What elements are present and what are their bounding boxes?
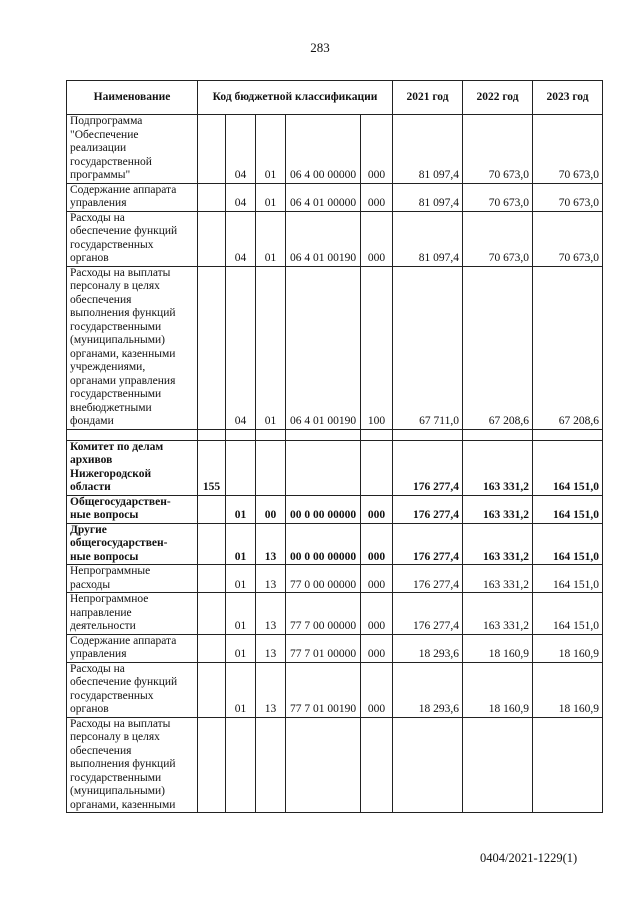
- cell-name: Расходы на обеспечение функций государственных органов: [67, 662, 198, 717]
- cell-expense-type: [361, 717, 393, 813]
- cell-2022: 70 673,0: [463, 115, 533, 184]
- table-row: [67, 523, 603, 565]
- cell-name: Расходы на выплаты персоналу в целях обеспечения выполнения функций государственными (муниципальными) органами, казенными: [67, 717, 198, 813]
- cell-target-article: 06 4 01 00190: [286, 266, 361, 429]
- cell-target-article: [286, 440, 361, 495]
- cell-grbs: [198, 634, 226, 662]
- cell-section: 04: [226, 211, 256, 266]
- cell-target-article: 00 0 00 00000: [286, 523, 361, 565]
- cell-name: Непрограммные расходы: [67, 565, 198, 593]
- cell-subsection: 13: [256, 593, 286, 635]
- cell-grbs: [198, 662, 226, 717]
- cell-section: 01: [226, 634, 256, 662]
- cell-grbs: [198, 717, 226, 813]
- cell-section: 04: [226, 266, 256, 429]
- table-row: [67, 634, 603, 662]
- cell-expense-type: 000: [361, 523, 393, 565]
- cell-name: Расходы на выплаты персоналу в целях обеспечения выполнения функций государственными (муниципальными) органами, казенными учреждениями, органами управления государственными внебюджетными фондами: [67, 266, 198, 429]
- cell-expense-type: [361, 429, 393, 440]
- cell-grbs: [198, 593, 226, 635]
- table-row: [67, 211, 603, 266]
- cell-grbs: [198, 266, 226, 429]
- cell-name: Содержание аппарата управления: [67, 634, 198, 662]
- cell-subsection: [256, 429, 286, 440]
- cell-2023: 164 151,0: [533, 495, 603, 523]
- cell-expense-type: 000: [361, 593, 393, 635]
- cell-target-article: [286, 717, 361, 813]
- page-number: 283: [310, 40, 330, 55]
- cell-2022: 163 331,2: [463, 495, 533, 523]
- cell-2023: 164 151,0: [533, 440, 603, 495]
- cell-name: [67, 429, 198, 440]
- table-row: [67, 662, 603, 717]
- cell-2022: 163 331,2: [463, 523, 533, 565]
- cell-target-article: 77 0 00 00000: [286, 565, 361, 593]
- cell-2021: 176 277,4: [393, 440, 463, 495]
- table-body: [67, 115, 603, 813]
- table-row: [67, 565, 603, 593]
- table-row: [67, 266, 603, 429]
- cell-expense-type: [361, 440, 393, 495]
- cell-grbs: [198, 523, 226, 565]
- cell-grbs: [198, 429, 226, 440]
- cell-2023: [533, 429, 603, 440]
- cell-2021: 67 711,0: [393, 266, 463, 429]
- header-name: Наименование: [67, 81, 198, 115]
- cell-subsection: 01: [256, 183, 286, 211]
- cell-name: Расходы на обеспечение функций государственных органов: [67, 211, 198, 266]
- cell-section: [226, 440, 256, 495]
- cell-target-article: 06 4 01 00190: [286, 211, 361, 266]
- cell-grbs: 155: [198, 440, 226, 495]
- cell-2023: 164 151,0: [533, 593, 603, 635]
- table-row: [67, 183, 603, 211]
- cell-2023: 18 160,9: [533, 634, 603, 662]
- cell-name: Комитет по делам архивов Нижегородской области: [67, 440, 198, 495]
- cell-name: Другие общегосударствен- ные вопросы: [67, 523, 198, 565]
- cell-2023: 70 673,0: [533, 183, 603, 211]
- cell-2022: 70 673,0: [463, 211, 533, 266]
- cell-2021: 81 097,4: [393, 183, 463, 211]
- cell-expense-type: 000: [361, 662, 393, 717]
- cell-name: Общегосударствен- ные вопросы: [67, 495, 198, 523]
- cell-2021: 81 097,4: [393, 115, 463, 184]
- cell-subsection: 13: [256, 523, 286, 565]
- table-header-row: [67, 81, 603, 115]
- cell-subsection: 13: [256, 565, 286, 593]
- cell-2023: [533, 717, 603, 813]
- table-row: [67, 593, 603, 635]
- cell-section: [226, 429, 256, 440]
- cell-expense-type: 000: [361, 495, 393, 523]
- cell-section: 01: [226, 662, 256, 717]
- cell-2022: 163 331,2: [463, 593, 533, 635]
- cell-subsection: 01: [256, 211, 286, 266]
- cell-grbs: [198, 211, 226, 266]
- cell-section: 01: [226, 495, 256, 523]
- cell-2021: 176 277,4: [393, 495, 463, 523]
- header-2023: 2023 год: [533, 81, 603, 115]
- cell-section: 04: [226, 183, 256, 211]
- cell-2021: 176 277,4: [393, 565, 463, 593]
- cell-section: [226, 717, 256, 813]
- cell-2023: 70 673,0: [533, 115, 603, 184]
- cell-2022: 67 208,6: [463, 266, 533, 429]
- cell-2023: 70 673,0: [533, 211, 603, 266]
- cell-2021: [393, 717, 463, 813]
- cell-target-article: 06 4 00 00000: [286, 115, 361, 184]
- cell-grbs: [198, 495, 226, 523]
- cell-2021: 176 277,4: [393, 523, 463, 565]
- cell-name: Непрограммное направление деятельности: [67, 593, 198, 635]
- cell-subsection: 13: [256, 634, 286, 662]
- cell-section: 04: [226, 115, 256, 184]
- cell-target-article: [286, 429, 361, 440]
- cell-2021: 81 097,4: [393, 211, 463, 266]
- table-row: [67, 115, 603, 184]
- table-row: [67, 717, 603, 813]
- cell-expense-type: 000: [361, 183, 393, 211]
- cell-2023: 164 151,0: [533, 523, 603, 565]
- cell-2021: 176 277,4: [393, 593, 463, 635]
- header-code: Код бюджетной классификации: [198, 81, 393, 115]
- cell-grbs: [198, 183, 226, 211]
- cell-expense-type: 000: [361, 565, 393, 593]
- cell-section: 01: [226, 565, 256, 593]
- cell-2022: 163 331,2: [463, 565, 533, 593]
- cell-target-article: 77 7 00 00000: [286, 593, 361, 635]
- cell-expense-type: 100: [361, 266, 393, 429]
- cell-2022: 70 673,0: [463, 183, 533, 211]
- cell-expense-type: 000: [361, 211, 393, 266]
- cell-subsection: 01: [256, 115, 286, 184]
- cell-subsection: [256, 717, 286, 813]
- cell-grbs: [198, 565, 226, 593]
- cell-subsection: 00: [256, 495, 286, 523]
- cell-target-article: 77 7 01 00190: [286, 662, 361, 717]
- header-2022: 2022 год: [463, 81, 533, 115]
- cell-2022: 18 160,9: [463, 662, 533, 717]
- table-row: [67, 440, 603, 495]
- cell-2022: [463, 429, 533, 440]
- cell-2023: 67 208,6: [533, 266, 603, 429]
- cell-2023: 164 151,0: [533, 565, 603, 593]
- cell-2023: 18 160,9: [533, 662, 603, 717]
- cell-2021: 18 293,6: [393, 634, 463, 662]
- cell-2022: 18 160,9: [463, 634, 533, 662]
- cell-target-article: 06 4 01 00000: [286, 183, 361, 211]
- budget-table: [66, 80, 603, 813]
- cell-subsection: [256, 440, 286, 495]
- cell-2021: 18 293,6: [393, 662, 463, 717]
- cell-2022: 163 331,2: [463, 440, 533, 495]
- cell-target-article: 77 7 01 00000: [286, 634, 361, 662]
- cell-expense-type: 000: [361, 634, 393, 662]
- spacer-row: [67, 429, 603, 440]
- cell-section: 01: [226, 593, 256, 635]
- cell-subsection: 01: [256, 266, 286, 429]
- cell-grbs: [198, 115, 226, 184]
- cell-name: Подпрограмма "Обеспечение реализации государственной программы": [67, 115, 198, 184]
- cell-subsection: 13: [256, 662, 286, 717]
- table-row: [67, 495, 603, 523]
- cell-target-article: 00 0 00 00000: [286, 495, 361, 523]
- cell-expense-type: 000: [361, 115, 393, 184]
- cell-section: 01: [226, 523, 256, 565]
- cell-2021: [393, 429, 463, 440]
- header-2021: 2021 год: [393, 81, 463, 115]
- document-id: 0404/2021-1229(1): [480, 851, 578, 865]
- cell-name: Содержание аппарата управления: [67, 183, 198, 211]
- cell-2022: [463, 717, 533, 813]
